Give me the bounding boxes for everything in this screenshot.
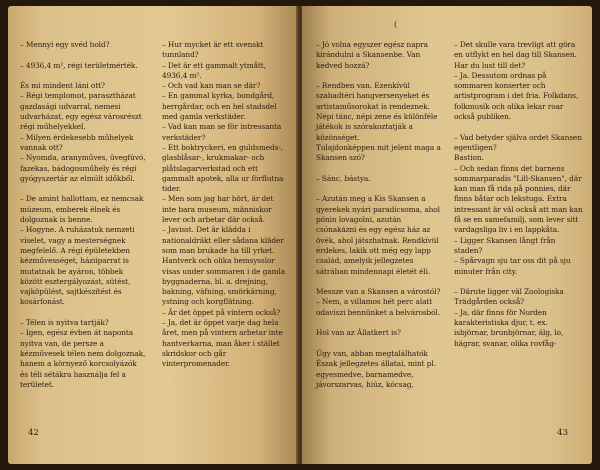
dialogue-line: – Azután meg a Kis Skansen a gyerekek nyári paradicsoma, ahol pónin lovagolni, azután csónakázni és egy egész ház az övék, ahol játszhatnak. Rendkívül érdekes, lakik ott még egy lapp család, amelyik jellegzetes sátrában mindennapi életét éli. xyxy=(316,194,442,276)
dialogue-line: – Régi templomot, parasztházat gazdasági udvarral, nemesi udvarházat, egy egész városrészt régi műhelyekkel. xyxy=(20,91,146,132)
dialogue-line: – Det skulle vara trevligt att göra en utflykt en hel dag till Skansen. Har du lust till det? xyxy=(454,40,584,71)
paragraph-gap xyxy=(454,277,584,287)
paragraph-gap xyxy=(20,308,146,318)
dialogue-line: – Milyen érdekesebb műhelyek vannak ott? xyxy=(20,133,146,154)
dialogue-line: – Rendben van. Ezenkívül szabadtéri hangversenyeket és artistaműsorokat is rendeznek. Népi tánc, népi zene és különféle játékok is szórakoztatják a közönséget. xyxy=(316,81,442,143)
paragraph-gap xyxy=(316,318,442,328)
dialogue-line: – Och vad kan man se där? xyxy=(162,81,288,91)
dialogue-line: – Ligger Skansen långt från staden? xyxy=(454,236,584,257)
left-hungarian-column xyxy=(20,40,146,390)
text-line: Tulajdonképpen mit jelent maga a Skansen szó? xyxy=(316,142,441,163)
paragraph-gap xyxy=(316,277,442,287)
paragraph-gap xyxy=(316,71,442,81)
text-line: Messze van a Skansen a várostól? xyxy=(316,287,441,297)
dialogue-line: – Därute ligger väl Zoologiska Trädgården också? xyxy=(454,287,584,308)
text-line: És mi mindent láni ott? xyxy=(20,81,105,91)
paragraph-gap xyxy=(454,122,584,132)
dialogue-line: – Ja, det är öppet varje dag hela året, men på vintern arbetar inte hantverkarna, man åker i stället skridskor och går vinterpromenader. xyxy=(162,318,288,369)
dialogue-line: – Télen is nyitva tartják? xyxy=(20,318,146,328)
dialogue-line: – Nem, a villamos hét perc alatt odaviszi bennünket a belvárosból. xyxy=(316,297,442,318)
text-line: Hol van az Állatkert is? xyxy=(316,328,401,338)
dialogue-line: – Det är ett gammalt ytmått, 4936,4 m². xyxy=(162,61,288,82)
left-swedish-column xyxy=(162,40,288,370)
text-line: Bastion. xyxy=(454,153,484,163)
dialogue-line: – Mennyi egy svéd hold? xyxy=(20,40,146,50)
dialogue-line: – Vad kan man se för intressanta verkstäder? xyxy=(162,122,288,143)
left-page xyxy=(8,6,298,464)
top-mark: ( xyxy=(394,20,398,29)
dialogue-line: – Hogyne. A ruházatuk nemzeti viselet, vagy a mesterségnek megfelelő. A régi épületekben kézművességet, háziiparrat is mutatnak be ayáron, többek között esztergályozást, sütést, vajköpülést, sajtkészítést és kosárfonást. xyxy=(20,225,146,307)
dialogue-line: – Och sedan finns det barnens sommarparadis "Lill-Skansen", där kan man få rida på ponnies, där finns båtar och lekstuga. Extra intressant är väl också att man kan få se en samefamilj, som lever sitt vardagsliga liv i en lappkåta. xyxy=(454,164,584,236)
dialogue-line: – Javisst. Det är klädda i nationaldräkt eller sådana kläder som man brukade ha till yrket. Hantverk och olika hemsysslor visas under sommaren i de gamla byggnaderna, bl. a. drejning, bakning, väfning, smörkärning, ystning och korgflätning. xyxy=(162,225,288,307)
right-hungarian-column xyxy=(316,40,442,390)
paragraph-gap xyxy=(20,71,146,81)
right-page xyxy=(302,6,592,464)
paragraph-gap xyxy=(316,184,442,194)
paragraph-gap xyxy=(316,339,442,349)
dialogue-line: – Ja, där finns för Norden karakteristiska djur, t. ex. isbjörnar, brunbjörnar, älg, lo, hägrar, svanar, olika rovfåg- xyxy=(454,308,584,349)
text-line: Úgy van, abban megtalálhatók Észak jellegzetes állatai, mint pl. egyesmedve, barnamedve, jávorszarvas, hiúz, kócsag, xyxy=(316,348,436,389)
dialogue-line: – Vad betyder själva ordet Skansen egentligen? xyxy=(454,133,584,154)
paragraph-gap xyxy=(20,184,146,194)
dialogue-line: – 4936,4 m², régi területmérték. xyxy=(20,61,146,71)
dialogue-line: – Är det öppet på vintern också? xyxy=(162,308,288,318)
dialogue-line: – Jó volna egyszer egész napra kirándulni a Skansenbe. Van kedved hozzá? xyxy=(316,40,442,71)
dialogue-line: – De amint hallottam, ez nemcsak múzeum, emberek élnek és dolgoznak is benne. xyxy=(20,194,146,225)
paragraph-gap xyxy=(20,50,146,60)
dialogue-line: – Sánc, bástya. xyxy=(316,174,442,184)
dialogue-line: – En gammal kyrka, bondgård, herrgårdar, och en hel stadsdel med gamla verkstäder. xyxy=(162,91,288,122)
dialogue-line: – Igen, egész évben át naponta nyitva van, de persze a kézművesek télen nem dolgoznak, hanem a környező korcsolyázók és téli sétákra használja fel a területet. xyxy=(20,328,146,390)
dialogue-line: – Hur mycket är ett svenskt tunnland? xyxy=(162,40,288,61)
dialogue-line: – Ja. Dessutom ordnas på sommaren konserter och artistprogram i det fria. Folkdans, folkmusik och olika lekar roar också publiken. xyxy=(454,71,584,122)
dialogue-line: – Men som jag har hört, är det inte bara museum, människor lever och arbetar där också. xyxy=(162,194,288,225)
dialogue-line: – Nyomda, aranyműves, üvegfúvó, fazekas, bádogosműhely és régi gyógyszertár az elmúlt időkből. xyxy=(20,153,146,184)
right-swedish-column xyxy=(454,40,584,349)
paragraph-gap xyxy=(316,164,442,174)
dialogue-line: – Ett boktryckeri, en guldsmeds-, glasblåsar-, krukmakar- och plåtslagarverkstad och ett gammalt apotek, alla ur förflutna tider. xyxy=(162,143,288,194)
page-number-left: 42 xyxy=(28,428,39,438)
dialogue-line: – Spårvagn sju tar oss dit på sju minuter från city. xyxy=(454,256,584,277)
page-number-right: 43 xyxy=(557,428,568,438)
